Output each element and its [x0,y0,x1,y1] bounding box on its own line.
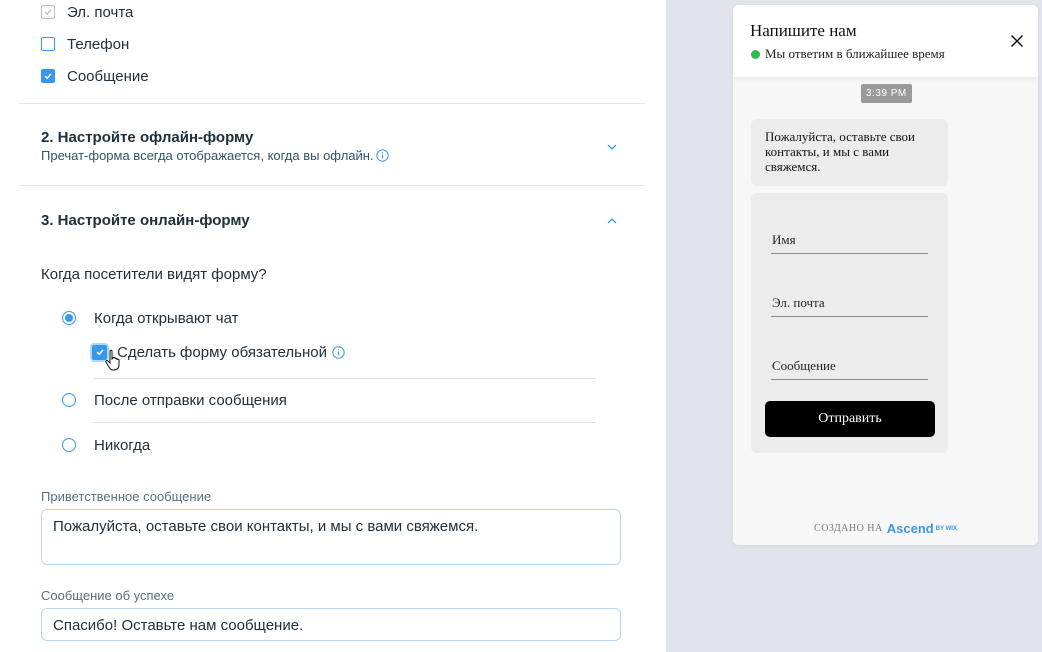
checkbox-phone[interactable] [41,37,55,51]
success-message-input[interactable]: Спасибо! Оставьте нам сообщение. [41,608,621,641]
chat-message-field[interactable] [771,349,928,380]
powered-by[interactable] [733,521,1038,536]
powered-by-text: СОЗДАНО НА [814,523,883,534]
checkbox-email[interactable] [41,5,55,19]
chat-field-label: Имя [772,232,796,247]
chevron-up-icon[interactable] [605,214,619,228]
chat-header [733,5,1038,77]
radio-button[interactable] [62,438,76,452]
success-message-label: Сообщение об успехе [41,588,175,603]
field-checkbox-phone[interactable] [41,33,129,55]
by-wix-text: BY WIX [935,525,957,532]
checkbox-label: Сообщение [67,67,149,85]
radio-option-open-chat[interactable] [62,308,239,328]
send-button[interactable]: Отправить [765,401,935,437]
divider [93,378,596,379]
close-icon[interactable] [1009,33,1025,49]
checkbox-label: Эл. почта [67,3,134,21]
checkmark-icon [43,71,53,81]
required-form-checkbox-row[interactable] [92,341,345,363]
chat-field-label: Эл. почта [772,295,825,310]
divider [19,103,645,104]
chevron-down-icon[interactable] [605,140,619,154]
online-status-icon [751,50,760,59]
divider [19,185,645,186]
info-icon[interactable] [376,149,389,162]
checkmark-icon [43,7,53,17]
offline-subtitle-text: Пречат-форма всегда отображается, когда вы офлайн. [41,148,374,163]
required-form-label: Сделать форму обязательной [117,343,327,361]
chat-status-text: Мы ответим в ближайшее время [765,46,945,61]
chat-email-field[interactable] [771,286,928,317]
chat-form [751,193,948,453]
chat-name-field[interactable] [771,223,928,254]
checkbox-label: Телефон [67,35,130,53]
chat-body [733,77,1038,545]
hand-cursor-icon [105,349,123,371]
info-icon[interactable] [332,346,345,359]
offline-section-subtitle [41,148,389,163]
radio-label: Когда открывают чат [94,309,239,327]
divider [93,422,596,423]
radio-label: После отправки сообщения [94,391,287,409]
offline-section-title[interactable]: 2. Настройте офлайн-форму [41,129,254,146]
welcome-message-label: Приветственное сообщение [41,489,212,504]
welcome-message-input[interactable]: Пожалуйста, оставьте свои контакты, и мы с вами свяжемся. [41,509,621,565]
radio-option-after-message[interactable] [62,390,287,410]
radio-label: Никогда [94,436,151,454]
radio-button[interactable] [62,393,76,407]
radio-option-never[interactable] [62,435,150,455]
checkbox-message[interactable] [41,69,55,83]
field-checkbox-email[interactable] [41,1,133,23]
online-section-title[interactable]: 3. Настройте онлайн-форму [41,212,250,229]
welcome-bubble: Пожалуйста, оставьте свои контакты, и мы с вами свяжемся. [751,119,948,186]
checkmark-icon [95,347,105,357]
ascend-logo: Ascend [886,521,934,536]
radio-button[interactable] [62,311,76,325]
chat-status [751,46,945,62]
chat-title: Напишите нам [750,21,857,40]
field-checkbox-message[interactable] [41,65,149,87]
form-visibility-question: Когда посетители видят форму? [41,266,267,283]
message-timestamp: 3:39 PM [861,84,912,103]
chat-field-label: Сообщение [772,358,836,373]
chat-widget-preview [733,5,1038,545]
